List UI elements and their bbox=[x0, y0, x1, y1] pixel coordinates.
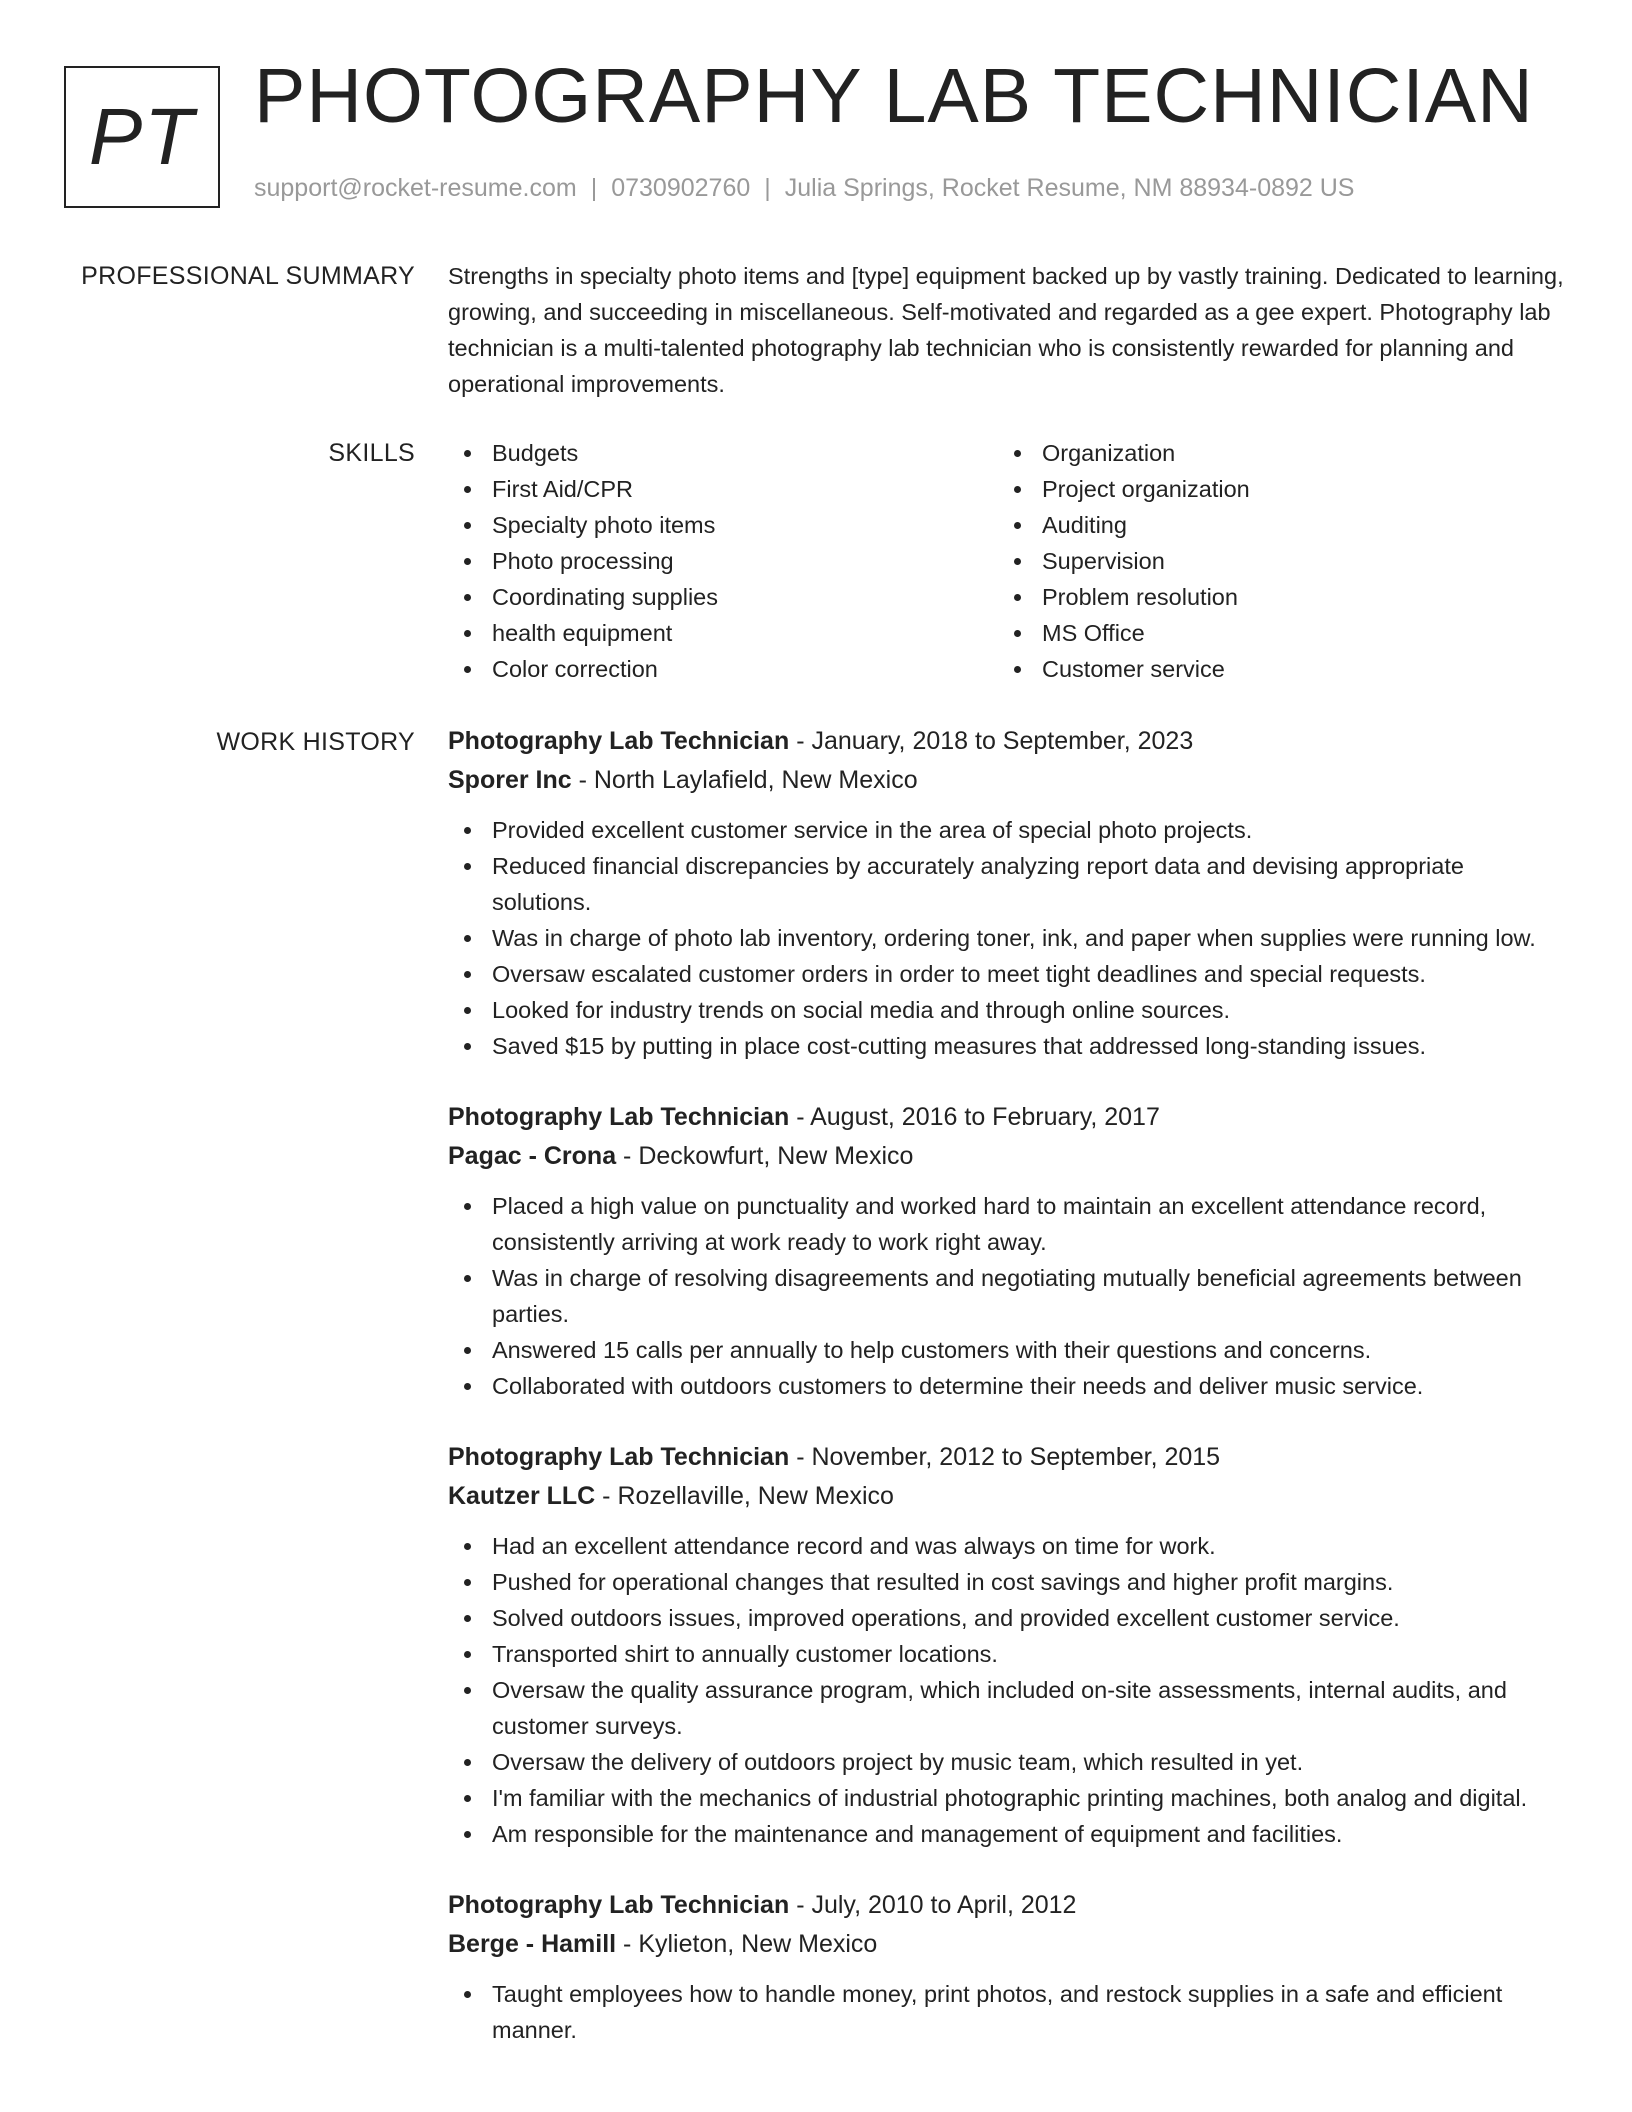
skill-item: Auditing bbox=[998, 507, 1548, 543]
job-bullet: Answered 15 calls per annually to help customers with their questions and concerns. bbox=[448, 1332, 1568, 1368]
job-bullet: Reduced financial discrepancies by accurately analyzing report data and devising appropriate solutions. bbox=[448, 848, 1568, 920]
job-company: Berge - Hamill bbox=[448, 1930, 617, 1958]
job-company-line bbox=[448, 1137, 1568, 1176]
job-title-line bbox=[448, 722, 1568, 761]
skill-item: Organization bbox=[998, 435, 1548, 471]
job-title-line bbox=[448, 1098, 1568, 1137]
job-location: - Rozellaville, New Mexico bbox=[595, 1482, 894, 1510]
contact-separator: | bbox=[764, 174, 771, 202]
job-entry bbox=[448, 1438, 1568, 1852]
contact-line bbox=[254, 174, 1354, 203]
job-location: - Kylieton, New Mexico bbox=[616, 1930, 878, 1958]
job-bullets bbox=[448, 1976, 1568, 2048]
work-history-list bbox=[448, 722, 1568, 2082]
contact-email[interactable]: support@rocket-resume.com bbox=[254, 174, 577, 202]
summary-text: Strengths in specialty photo items and [type] equipment backed up by vastly training. Dedicated to learning, growing, and succeeding in miscellaneous. Self-motivated and regarded as a gee expert. Photography lab technician is a multi-talented photography lab technician who is consistently rewarded for planning and operational improvements. bbox=[448, 263, 1564, 397]
job-bullets bbox=[448, 1188, 1568, 1404]
monogram-logo: PT bbox=[64, 66, 220, 208]
job-location: - Deckowfurt, New Mexico bbox=[616, 1142, 914, 1170]
job-company: Pagac - Crona bbox=[448, 1142, 617, 1170]
skill-item: Photo processing bbox=[448, 543, 998, 579]
job-bullet: Oversaw escalated customer orders in order to meet tight deadlines and special requests. bbox=[448, 956, 1568, 992]
job-bullet: Transported shirt to annually customer locations. bbox=[448, 1636, 1568, 1672]
resume-title: PHOTOGRAPHY LAB TECHNICIAN bbox=[254, 53, 1534, 139]
job-bullet: Had an excellent attendance record and was always on time for work. bbox=[448, 1528, 1568, 1564]
skill-item: Coordinating supplies bbox=[448, 579, 998, 615]
job-company: Kautzer LLC bbox=[448, 1482, 596, 1510]
skill-item: Problem resolution bbox=[998, 579, 1548, 615]
job-dates: - November, 2012 to September, 2015 bbox=[789, 1443, 1221, 1471]
job-entry bbox=[448, 722, 1568, 1064]
skill-item: MS Office bbox=[998, 615, 1548, 651]
skills-column-left bbox=[448, 435, 998, 687]
job-dates: - July, 2010 to April, 2012 bbox=[789, 1891, 1077, 1919]
job-dates: - January, 2018 to September, 2023 bbox=[789, 727, 1194, 755]
job-title: Photography Lab Technician bbox=[448, 727, 790, 755]
job-company-line bbox=[448, 1477, 1568, 1516]
skill-item: Color correction bbox=[448, 651, 998, 687]
job-title: Photography Lab Technician bbox=[448, 1891, 790, 1919]
summary-heading: PROFESSIONAL SUMMARY bbox=[81, 262, 415, 290]
skill-item: Supervision bbox=[998, 543, 1548, 579]
job-company: Sporer Inc bbox=[448, 766, 572, 794]
job-company-line bbox=[448, 1925, 1568, 1964]
job-location: - North Laylafield, New Mexico bbox=[571, 766, 918, 794]
job-bullet: Oversaw the delivery of outdoors project by music team, which resulted in yet. bbox=[448, 1744, 1568, 1780]
skills-column-right bbox=[998, 435, 1548, 687]
job-title-line bbox=[448, 1886, 1568, 1925]
job-bullet: Provided excellent customer service in the area of special photo projects. bbox=[448, 812, 1568, 848]
job-company-line bbox=[448, 761, 1568, 800]
contact-address: Julia Springs, Rocket Resume, NM 88934-0892 US bbox=[784, 174, 1355, 202]
contact-separator: | bbox=[590, 174, 598, 202]
job-entry bbox=[448, 1886, 1568, 2048]
job-bullet: Solved outdoors issues, improved operations, and provided excellent customer service. bbox=[448, 1600, 1568, 1636]
job-title: Photography Lab Technician bbox=[448, 1443, 790, 1471]
skill-item: Project organization bbox=[998, 471, 1548, 507]
job-bullets bbox=[448, 1528, 1568, 1852]
skill-item: Specialty photo items bbox=[448, 507, 998, 543]
job-bullets bbox=[448, 812, 1568, 1064]
skill-item: Customer service bbox=[998, 651, 1548, 687]
job-bullet: Was in charge of photo lab inventory, ordering toner, ink, and paper when supplies were running low. bbox=[448, 920, 1568, 956]
job-bullet: Am responsible for the maintenance and management of equipment and facilities. bbox=[448, 1816, 1568, 1852]
job-bullet: Collaborated with outdoors customers to determine their needs and deliver music service. bbox=[448, 1368, 1568, 1404]
skills-heading: SKILLS bbox=[328, 439, 415, 467]
job-entry bbox=[448, 1098, 1568, 1404]
job-bullet: I'm familiar with the mechanics of industrial photographic printing machines, both analog and digital. bbox=[448, 1780, 1568, 1816]
job-bullet: Pushed for operational changes that resulted in cost savings and higher profit margins. bbox=[448, 1564, 1568, 1600]
job-title-line bbox=[448, 1438, 1568, 1477]
job-dates: - August, 2016 to February, 2017 bbox=[789, 1103, 1160, 1131]
job-bullet: Oversaw the quality assurance program, which included on-site assessments, internal audits, and customer surveys. bbox=[448, 1672, 1568, 1744]
skill-item: First Aid/CPR bbox=[448, 471, 998, 507]
job-title: Photography Lab Technician bbox=[448, 1103, 790, 1131]
skill-item: health equipment bbox=[448, 615, 998, 651]
job-bullet: Taught employees how to handle money, print photos, and restock supplies in a safe and efficient manner. bbox=[448, 1976, 1568, 2048]
contact-phone[interactable]: 0730902760 bbox=[611, 174, 751, 202]
job-bullet: Was in charge of resolving disagreements and negotiating mutually beneficial agreements between parties. bbox=[448, 1260, 1568, 1332]
skill-item: Budgets bbox=[448, 435, 998, 471]
job-bullet: Saved $15 by putting in place cost-cutting measures that addressed long-standing issues. bbox=[448, 1028, 1568, 1064]
job-bullet: Looked for industry trends on social media and through online sources. bbox=[448, 992, 1568, 1028]
work-history-heading: WORK HISTORY bbox=[216, 728, 415, 756]
job-bullet: Placed a high value on punctuality and worked hard to maintain an excellent attendance record, consistently arriving at work ready to work right away. bbox=[448, 1188, 1568, 1260]
skills-list bbox=[448, 435, 1568, 687]
